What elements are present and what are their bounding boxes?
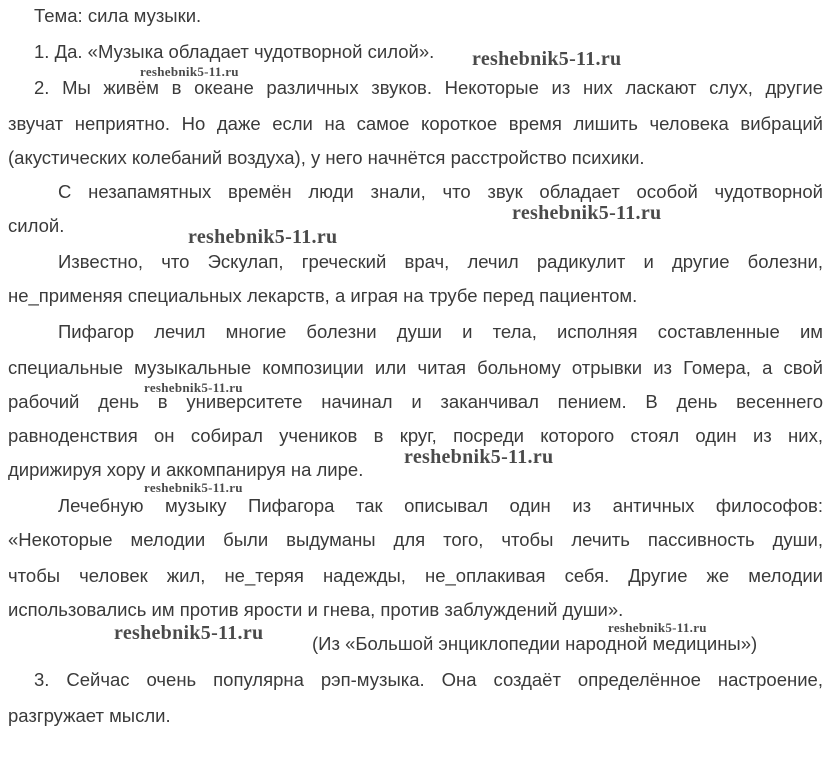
paragraph-6-text-2: «Некоторые мелодии были выдуманы для того, чтобы лечить пассивность души, xyxy=(8,529,823,550)
paragraph-6-text-3: чтобы человек жил, не_теряя надежды, не_оплакивая себя. Другие же мелодии xyxy=(8,565,823,586)
paragraph-5-text-4: равноденствия он собирал учеников в круг, посреди которого стоял один из них, xyxy=(8,425,823,446)
watermark: reshebnik5-11.ru xyxy=(188,226,338,248)
watermark: reshebnik5-11.ru xyxy=(140,64,239,79)
watermark: reshebnik5-11.ru xyxy=(472,48,622,70)
paragraph-6-line-2 xyxy=(0,528,829,552)
paragraph-4-line-1 xyxy=(0,250,829,274)
paragraph-2-line-3 xyxy=(0,146,829,170)
paragraph-5-line-2 xyxy=(0,356,829,380)
watermark: reshebnik5-11.ru xyxy=(512,202,662,224)
source-line xyxy=(0,632,829,656)
paragraph-6-line-1 xyxy=(0,494,829,518)
paragraph-4-text-2: не_применяя специальных лекарств, а играя на трубе перед пациентом. xyxy=(8,285,638,306)
paragraph-2-line-1 xyxy=(0,76,829,100)
paragraph-3-line-1 xyxy=(0,180,829,204)
paragraph-6-text-4: использовались им против ярости и гнева, против заблуждений души». xyxy=(8,599,624,620)
paragraph-2-line-2 xyxy=(0,112,829,136)
watermark: reshebnik5-11.ru xyxy=(608,620,707,635)
paragraph-4-line-2 xyxy=(0,284,829,308)
paragraph-2-text-1: 2. Мы живём в океане различных звуков. Некоторые из них ласкают слух, другие xyxy=(34,77,823,98)
paragraph-4-text-1: Известно, что Эскулап, греческий врач, лечил радикулит и другие болезни, xyxy=(58,251,823,272)
paragraph-2-text-3: (акустических колебаний воздуха), у него начнётся расстройство психики. xyxy=(8,147,645,168)
paragraph-7-line-1 xyxy=(0,668,829,692)
paragraph-5-text-2: специальные музыкальные композиции или читая больному отрывки из Гомера, а свой xyxy=(8,357,823,378)
paragraph-5-line-4 xyxy=(0,424,829,448)
paragraph-7-line-2 xyxy=(0,704,829,728)
paragraph-3-text-2: силой. xyxy=(8,215,65,236)
paragraph-7-text-1: 3. Сейчас очень популярна рэп-музыка. Она создаёт определённое настроение, xyxy=(34,669,823,690)
paragraph-5-line-1 xyxy=(0,320,829,344)
paragraph-3-line-2 xyxy=(0,214,829,238)
paragraph-7-text-2: разгружает мысли. xyxy=(8,705,171,726)
paragraph-5-line-3 xyxy=(0,390,829,414)
watermark: reshebnik5-11.ru xyxy=(404,446,554,468)
watermark: reshebnik5-11.ru xyxy=(144,480,243,495)
paragraph-6-line-4 xyxy=(0,598,829,622)
topic-line xyxy=(0,4,829,28)
paragraph-5-text-1: Пифагор лечил многие болезни души и тела, исполняя составленные им xyxy=(58,321,823,342)
answer-1-text: 1. Да. «Музыка обладает чудотворной силой». xyxy=(34,41,435,62)
paragraph-5-line-5 xyxy=(0,458,829,482)
watermark: reshebnik5-11.ru xyxy=(114,622,264,644)
paragraph-3-text-1: С незапамятных времён люди знали, что звук обладает особой чудотворной xyxy=(58,181,823,202)
watermark: reshebnik5-11.ru xyxy=(144,380,243,395)
paragraph-2-text-2: звучат неприятно. Но даже если на самое короткое время лишить человека вибраций xyxy=(8,113,823,134)
paragraph-6-line-3 xyxy=(0,564,829,588)
paragraph-5-text-3: рабочий день в университете начинал и заканчивал пением. В день весеннего xyxy=(8,391,823,412)
paragraph-5-text-5: дирижируя хору и аккомпанируя на лире. xyxy=(8,459,364,480)
source-text: (Из «Большой энциклопедии народной медицины») xyxy=(312,633,758,654)
answer-1-line xyxy=(0,40,829,64)
topic-text: Тема: сила музыки. xyxy=(34,5,202,26)
paragraph-6-text-1: Лечебную музыку Пифагора так описывал один из античных философов: xyxy=(58,495,823,516)
